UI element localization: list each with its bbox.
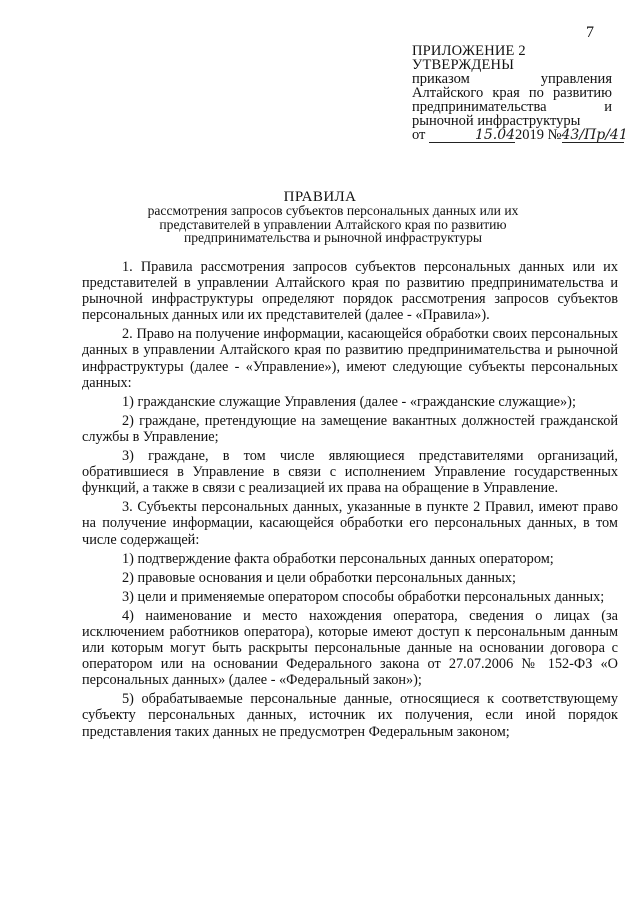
page-number: 7 xyxy=(586,24,594,41)
paragraph: 2) граждане, претендующие на замещение вакантных должностей гражданской службы в Управление; xyxy=(82,412,618,445)
from-label: от xyxy=(412,127,426,143)
order-date-row xyxy=(412,127,628,143)
number-sign: № xyxy=(547,127,562,143)
appendix-block xyxy=(412,43,628,143)
paragraph: 1. Правила рассмотрения запросов субъектов персональных данных или их представителей в управлении Алтайского края по развитию предпринимательства и рыночной инфраструктуры определяют порядок рассмотрения запросов субъектов персональных данных или их представителей (далее - «Правила»). xyxy=(82,259,618,324)
number-line xyxy=(561,127,628,143)
paragraph: 5) обрабатываемые персональные данные, относящиеся к соответствующему субъекту персональных данных, источник их получения, если иной порядок представления таких данных не предусмотрен Федеральным законом; xyxy=(82,691,618,740)
appendix-label: ПРИЛОЖЕНИЕ 2 xyxy=(412,43,526,59)
handwritten-number: 43/Пр/41 xyxy=(561,127,628,143)
paragraph: 2. Право на получение информации, касающейся обработки своих персональных данных в управлении Алтайского края по развитию предпринимательства и рыночной инфраструктуры (далее - «Управление»), имеют следующие субъекты персональных данных: xyxy=(82,326,618,391)
approved-label: УТВЕРЖДЕНЫ xyxy=(412,57,515,73)
document-subtitle: рассмотрения запросов субъектов персональных данных или их представителей в управлении Алтайского края по развитию предпринимательства и рыночной инфраструктуры xyxy=(147,203,519,245)
order-year: 2019 xyxy=(515,127,545,143)
document-title: ПРАВИЛА xyxy=(283,189,357,205)
paragraph: 3) граждане, в том числе являющиеся представителями организаций, обратившиеся в Управление в связи с исполнением Управление государственных функций, а также в связи с реализацией их права на обращение в Управление. xyxy=(82,448,618,497)
paragraph: 4) наименование и место нахождения оператора, сведения о лицах (за исключением работников оператора), которые имеют доступ к персональным данным или которым могут быть раскрыты персональные данные на основании договора с оператором или на основании Федерального закона от 27.07.2006 № 152-ФЗ «О персональных данных» (далее - «Федеральный закон»); xyxy=(82,607,618,689)
paragraph: 1) подтверждение факта обработки персональных данных оператором; xyxy=(122,550,554,567)
date-line xyxy=(429,128,515,143)
paragraph: 3) цели и применяемые оператором способы обработки персональных данных; xyxy=(122,588,605,605)
document-body xyxy=(82,259,618,743)
paragraph: 3. Субъекты персональных данных, указанные в пункте 2 Правил, имеют право на получение информации, касающейся обработки его персональных данных, в том числе содержащей: xyxy=(82,499,618,548)
paragraph: 1) гражданские служащие Управления (далее - «гражданские служащие»); xyxy=(122,393,576,410)
paragraph: 2) правовые основания и цели обработки персональных данных; xyxy=(122,569,516,586)
handwritten-date: 15.04 xyxy=(474,127,516,143)
order-text: приказом управления Алтайского края по развитию предпринимательства и рыночной инфраструктуры xyxy=(412,71,612,129)
